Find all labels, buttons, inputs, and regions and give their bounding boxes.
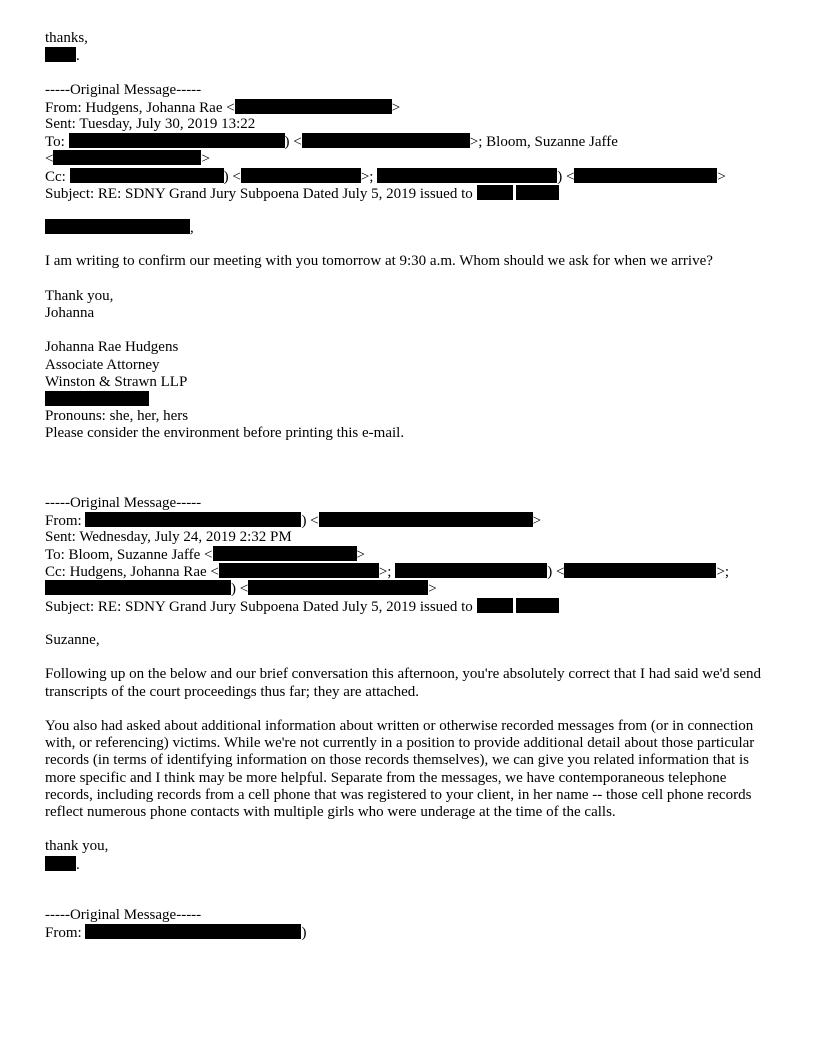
- to-line: To: Bloom, Suzanne Jaffe < >: [45, 547, 365, 564]
- redaction: [319, 512, 533, 527]
- subject-line: Subject: RE: SDNY Grand Jury Subpoena Dated July 5, 2019 issued to: [45, 598, 775, 615]
- redaction: [235, 99, 392, 114]
- redaction: [45, 47, 76, 62]
- cc-line: Cc: ) < >; ) < >: [45, 168, 726, 185]
- closing-thanks: thanks,: [45, 30, 88, 46]
- from-line: From: ) < >: [45, 512, 542, 529]
- to-line-cont: < >: [45, 151, 210, 168]
- sent-line: Sent: Tuesday, July 30, 2019 13:22: [45, 115, 256, 132]
- signature-contact: [45, 391, 775, 408]
- email-document: [45, 30, 775, 941]
- redaction: [477, 185, 513, 200]
- redaction: [45, 580, 231, 595]
- redaction: [213, 546, 357, 561]
- environment-note: Please consider the environment before printing this e-mail.: [45, 425, 405, 442]
- closing-signoff: [45, 47, 775, 64]
- redaction: [241, 168, 361, 183]
- subject-line: Subject: RE: SDNY Grand Jury Subpoena Dated July 5, 2019 issued to: [45, 185, 775, 202]
- original-message-separator: -----Original Message-----: [45, 906, 202, 923]
- cc-line-cont: ) < >: [45, 580, 775, 597]
- cc-line: Cc: Hudgens, Johanna Rae < >; ) < >;: [45, 564, 730, 581]
- redaction: [53, 150, 201, 165]
- redaction: [564, 563, 716, 578]
- sent-line: Sent: Wednesday, July 24, 2019 2:32 PM: [45, 528, 292, 545]
- redaction: [248, 580, 428, 595]
- from-line: From: ): [45, 924, 307, 941]
- redaction: [477, 598, 513, 613]
- to-line: To: ) < >; Bloom, Suzanne Jaffe: [45, 134, 618, 151]
- redaction: [516, 598, 559, 613]
- redaction: [377, 168, 557, 183]
- redaction: [395, 563, 547, 578]
- body-text: I am writing to confirm our meeting with you tomorrow at 9:30 a.m. Whom should we ask for when we arrive?: [45, 253, 713, 270]
- original-message-separator: -----Original Message-----: [45, 81, 202, 98]
- redaction: [70, 168, 224, 183]
- redaction: [85, 924, 301, 939]
- signoff-name: Johanna: [45, 305, 95, 321]
- greeting: ,: [45, 219, 775, 236]
- redaction: [219, 563, 379, 578]
- body-paragraph-1: Following up on the below and our brief conversation this afternoon, you're absolutely correct that I had said we'd send transcripts of the court proceedings thus far; they are attached.: [45, 666, 762, 700]
- signature-title: Associate Attorney: [45, 356, 160, 373]
- from-line: From: Hudgens, Johanna Rae < >: [45, 99, 401, 116]
- signature-name: Johanna Rae Hudgens: [45, 339, 179, 356]
- redaction: [45, 219, 190, 234]
- closing-signoff: .: [45, 856, 775, 873]
- redaction: [69, 133, 285, 148]
- signature-pronouns: Pronouns: she, her, hers: [45, 408, 189, 425]
- redaction: [45, 391, 149, 406]
- thank-you: Thank you,: [45, 287, 114, 304]
- original-message-separator: -----Original Message-----: [45, 494, 202, 511]
- period: .: [76, 48, 80, 65]
- signature-firm: Winston & Strawn LLP: [45, 373, 188, 390]
- redaction: [574, 168, 717, 183]
- body-paragraph-2: You also had asked about additional information about written or otherwise recorded messages from (or in connection with, or referencing) victims. While we're not currently in a position to provide additional detail about those particular records (in terms of identifying information on those records themselves), we can give you related information that is more specific and I think may be more helpful. Separate from the messages, we have contemporaneous telephone records, including records from a cell phone that was registered to your client, in her name -- those cell phone records reflect numerous phone contacts with multiple girls who were underage at the time of the calls.: [45, 717, 755, 820]
- redaction: [516, 185, 559, 200]
- redaction: [302, 133, 470, 148]
- redaction: [45, 856, 76, 871]
- closing-thanks: thank you,: [45, 838, 109, 855]
- redaction: [85, 512, 301, 527]
- greeting: Suzanne,: [45, 632, 100, 648]
